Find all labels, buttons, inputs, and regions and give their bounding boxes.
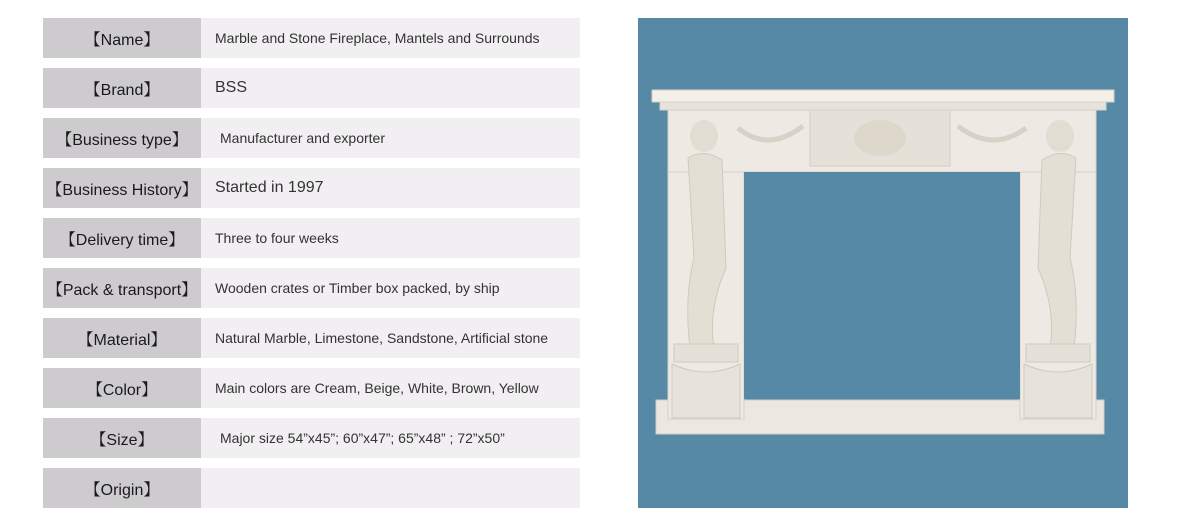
spec-value: Wooden crates or Timber box packed, by ship bbox=[201, 268, 580, 308]
spec-value: Three to four weeks bbox=[201, 218, 580, 258]
fireplace-illustration bbox=[638, 18, 1128, 508]
spec-value: Main colors are Cream, Beige, White, Brown, Yellow bbox=[201, 368, 580, 408]
spec-label: 【Size】 bbox=[43, 418, 201, 458]
center-ornament bbox=[854, 120, 906, 156]
spec-value bbox=[201, 468, 580, 508]
spec-value: Marble and Stone Fireplace, Mantels and Surrounds bbox=[201, 18, 580, 58]
spec-row-pack-transport bbox=[43, 268, 580, 308]
spec-label: 【Material】 bbox=[43, 318, 201, 358]
spec-value: Started in 1997 bbox=[201, 168, 580, 208]
spec-label: 【Brand】 bbox=[43, 68, 201, 108]
spec-row-size bbox=[43, 418, 580, 458]
spec-row-business-history bbox=[43, 168, 580, 208]
firebox-opening bbox=[744, 172, 1020, 399]
mantel-shelf bbox=[652, 90, 1114, 102]
spec-label: 【Origin】 bbox=[43, 468, 201, 508]
spec-row-brand bbox=[43, 68, 580, 108]
spec-table bbox=[43, 18, 580, 518]
spec-row-name bbox=[43, 18, 580, 58]
spec-value: Major size 54”x45”; 60”x47”; 65”x48” ; 72”x50” bbox=[201, 418, 580, 458]
product-photo bbox=[638, 18, 1128, 508]
spec-row-delivery-time bbox=[43, 218, 580, 258]
spec-row-material bbox=[43, 318, 580, 358]
spec-row-origin bbox=[43, 468, 580, 508]
spec-label: 【Pack & transport】 bbox=[43, 268, 201, 308]
spec-row-color bbox=[43, 368, 580, 408]
spec-value: Manufacturer and exporter bbox=[201, 118, 580, 158]
spec-label: 【Business type】 bbox=[43, 118, 201, 158]
spec-row-business-type bbox=[43, 118, 580, 158]
spec-value: Natural Marble, Limestone, Sandstone, Artificial stone bbox=[201, 318, 580, 358]
spec-label: 【Business History】 bbox=[43, 168, 201, 208]
spec-label: 【Name】 bbox=[43, 18, 201, 58]
spec-label: 【Delivery time】 bbox=[43, 218, 201, 258]
spec-label: 【Color】 bbox=[43, 368, 201, 408]
spec-value: BSS bbox=[201, 68, 580, 108]
